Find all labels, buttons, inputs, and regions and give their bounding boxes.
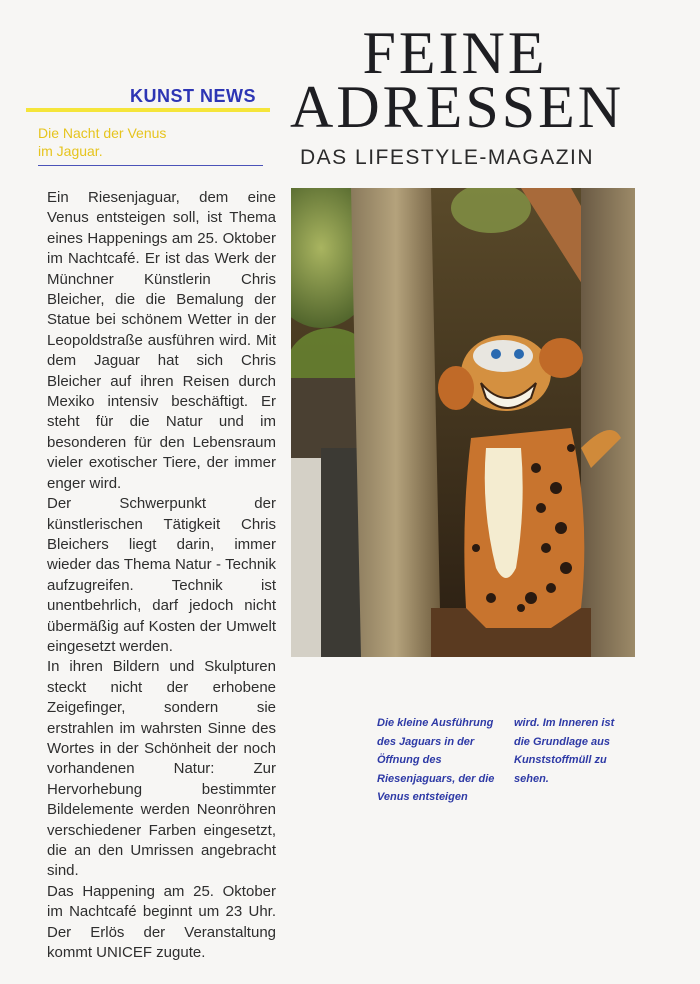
- right-trunk: [581, 188, 635, 657]
- jaguar-face-mask: [473, 340, 533, 372]
- photo-caption-part1: Die kleine Ausführung des Jaguars in der Öffnung des Riesenjaguars, der die Venus entsteigen: [377, 717, 495, 803]
- article-paragraph: In ihren Bildern und Skulpturen steckt nicht der erhobene Zeigefinger, sondern sie erstrahlen im wahrsten Sinne des Wortes in der Schönheit der noch vorhandenen Natur: Zur Hervorhebung bestimmter Bildelemente werden Neonröhren verschiedener Farben eingesetzt, die an den Umrissen angebracht sind.: [47, 658, 276, 880]
- jaguar-eye: [514, 349, 524, 359]
- headline-line2: im Jaguar.: [38, 143, 103, 159]
- section-label: KUNST NEWS: [130, 86, 256, 106]
- ground: [321, 448, 361, 657]
- headline-rule: [38, 165, 263, 166]
- article-paragraph: Ein Riesenjaguar, dem eine Venus entsteigen soll, ist Thema eines Happenings am 25. Oktober im Nachtcafé. Er ist das Werk der Münchner Künstlerin Chris Bleicher, die die Bemalung der Statue bei schönem Wetter in der Leopoldstraße ausführen wird. Mit dem Jaguar hat sich Chris Bleicher auf ihren Reisen durch Mexiko intensiv beschäftigt. Er steht für die Natur und im besonderen für den Lebensraum vieler exotischer Tiere, der immer enger wird.: [47, 189, 276, 492]
- article-paragraph: Der Schwerpunkt der künstlerischen Tätigkeit Chris Bleichers liegt darin, immer wieder das Thema Natur - Technik aufzugreifen. Technik ist unentbehrlich, darf jedoch nicht übermäßig auf Kosten der Umwelt eingesetzt werden.: [47, 495, 276, 655]
- jaguar-eye: [491, 349, 501, 359]
- jaguar-photo-illustration: [291, 188, 635, 657]
- article-headline: [38, 124, 268, 160]
- masthead-title-line2: ADRESSEN: [290, 74, 625, 140]
- planter: [291, 378, 361, 458]
- wall: [291, 458, 321, 657]
- masthead-title-line1: FEINE: [362, 20, 548, 86]
- article-body: [47, 188, 276, 963]
- section-rule: [26, 108, 270, 112]
- jaguar-ear-left: [438, 366, 474, 410]
- jaguar-ear-right: [539, 338, 583, 378]
- jaguar-photo: [291, 188, 635, 657]
- headline-line1: Die Nacht der Venus: [38, 125, 167, 141]
- giant-jaguar-trunk: [351, 188, 441, 657]
- masthead-title: [290, 20, 625, 140]
- masthead-subtitle: DAS LIFESTYLE-MAGAZIN: [300, 146, 595, 169]
- article-paragraph: Das Happening am 25. Oktober im Nachtcafé beginnt um 23 Uhr. Der Erlös der Veranstaltung kommt UNICEF zugute.: [47, 882, 276, 962]
- photo-caption-part2: wird. Im Inneren ist die Grundlage aus Kunststoffmüll zu sehen.: [514, 717, 615, 785]
